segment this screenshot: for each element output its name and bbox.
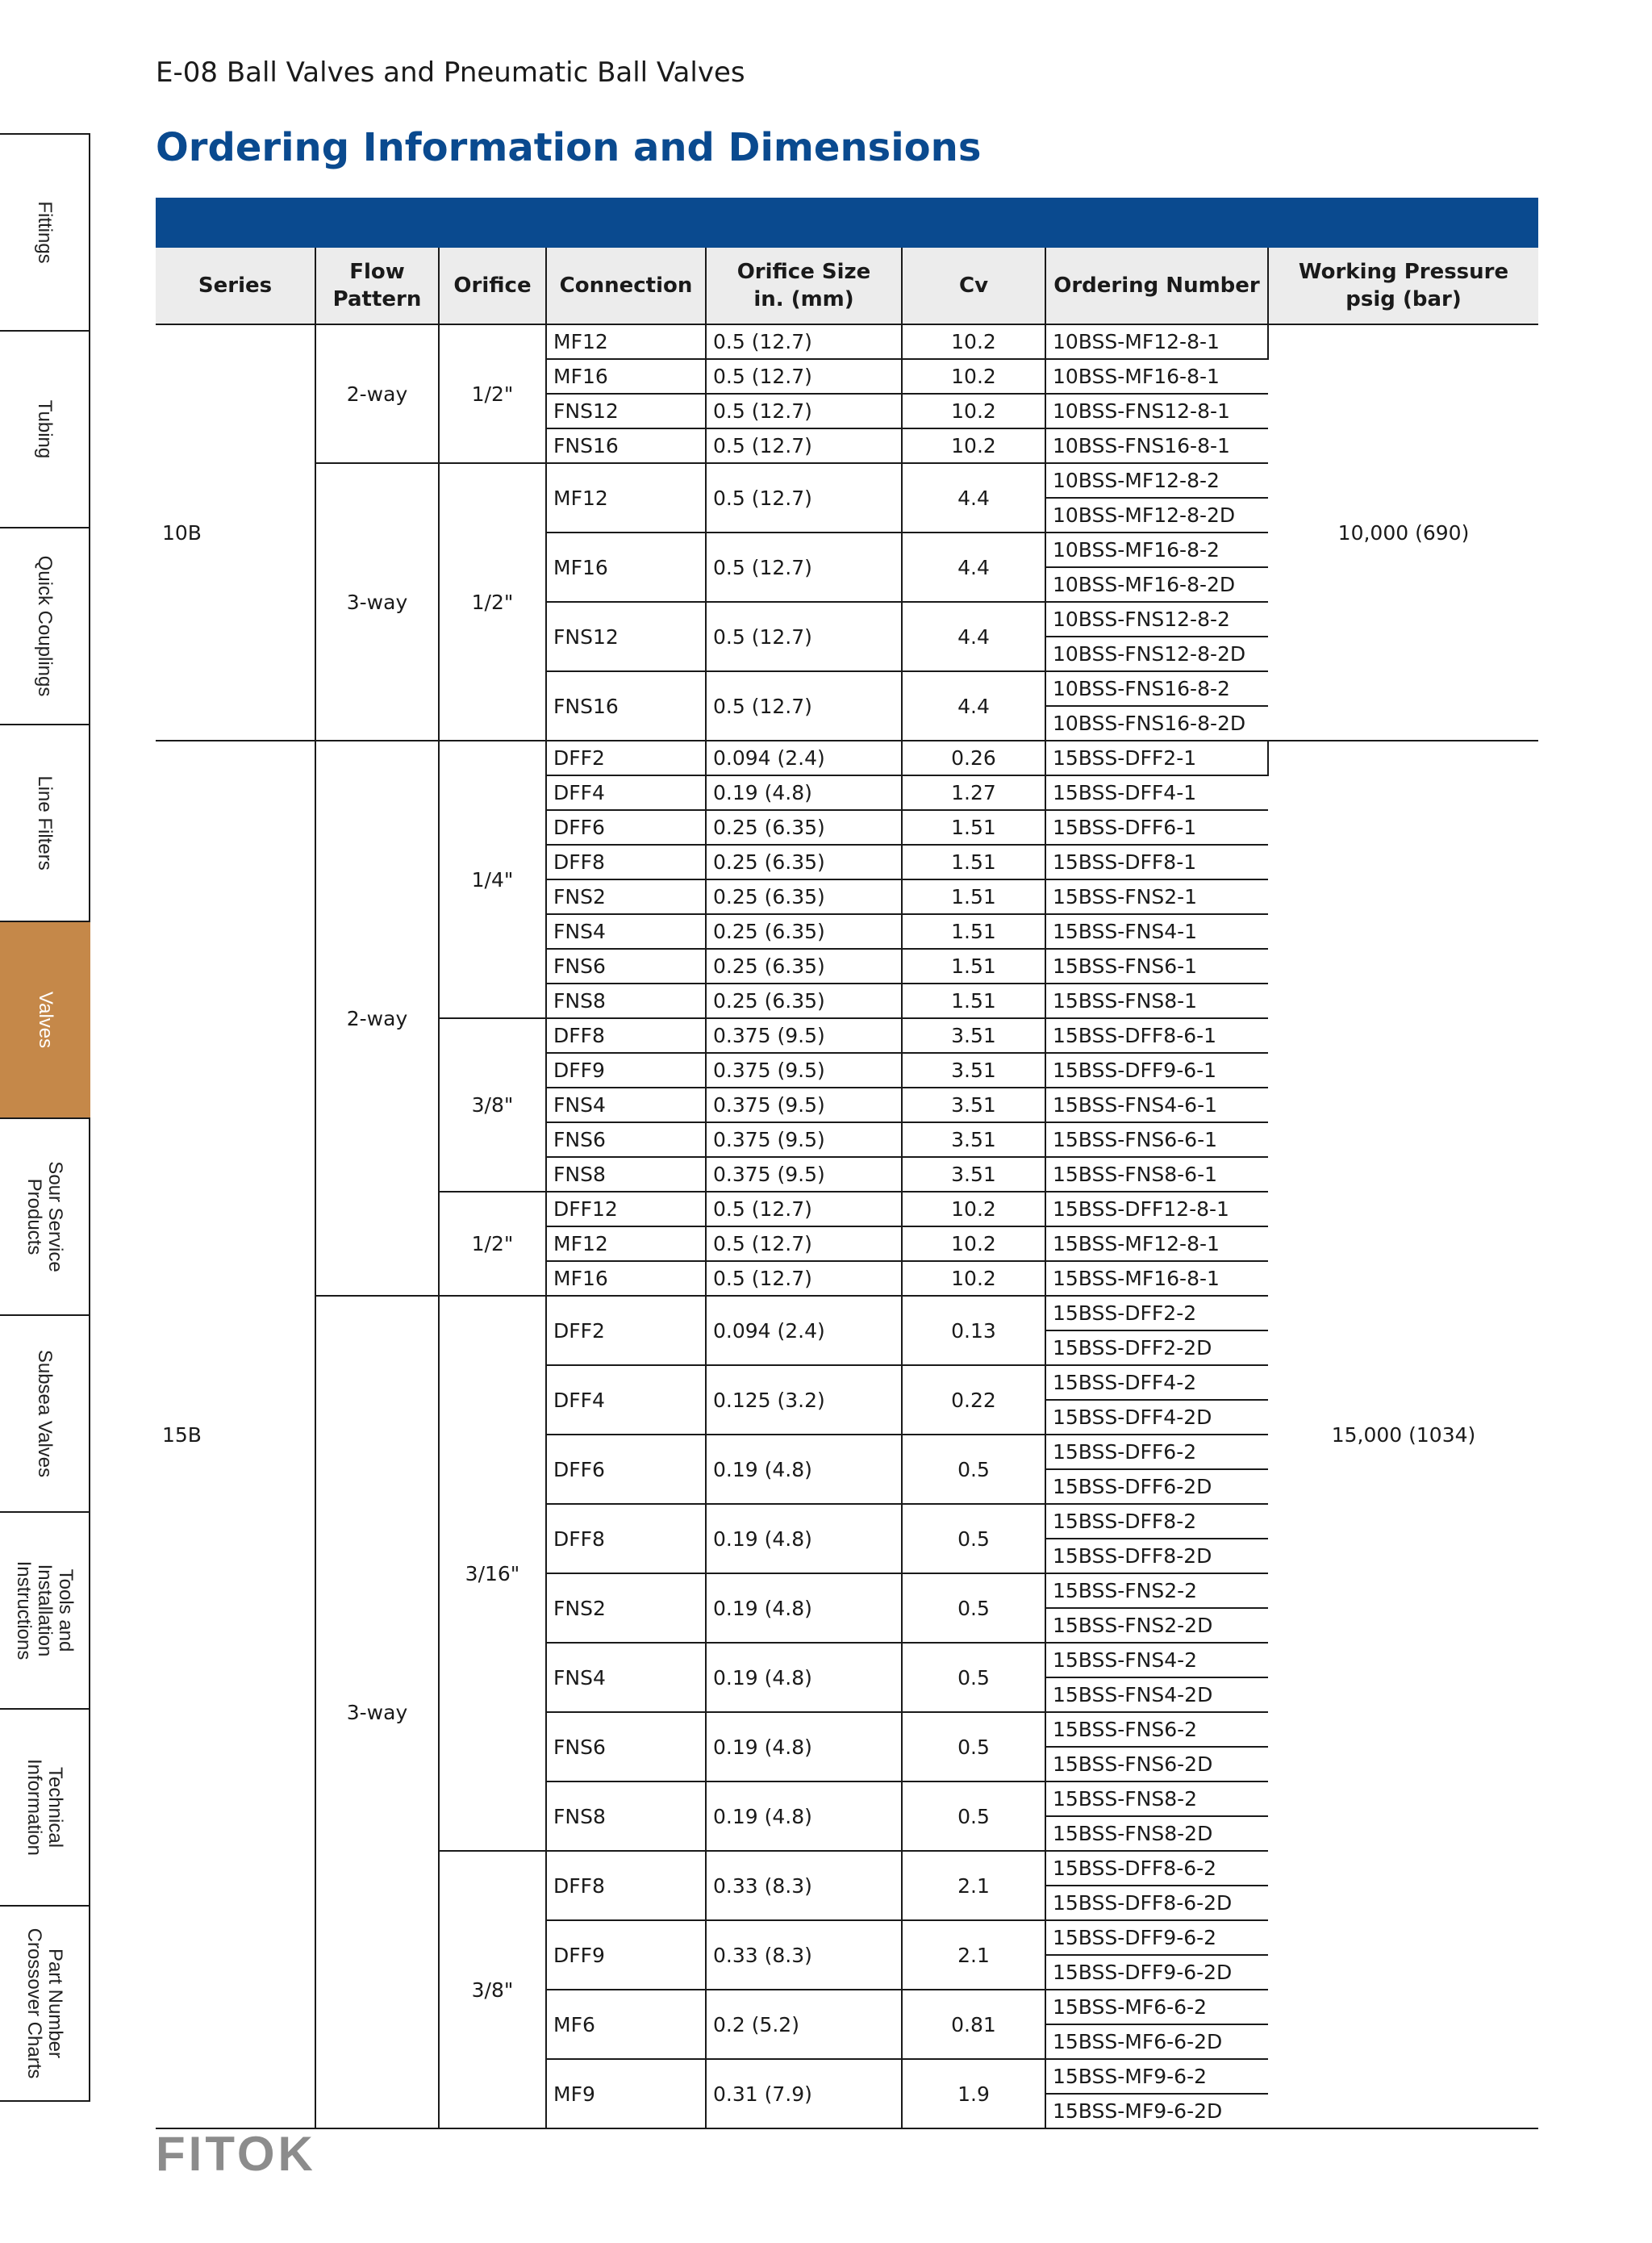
table-header-row: [156, 248, 1538, 324]
ordering-number-cell: 15BSS-DFF12-8-1: [1045, 1192, 1268, 1226]
column-header: Flow Pattern: [315, 248, 439, 324]
orifice-size-cell: 0.33 (8.3): [706, 1851, 902, 1920]
orifice-size-cell: 0.5 (12.7): [706, 324, 902, 359]
cv-cell: 1.51: [902, 984, 1045, 1018]
connection-cell: FNS16: [546, 428, 706, 463]
cv-cell: 0.5: [902, 1781, 1045, 1851]
working-pressure-cell: 10,000 (690): [1268, 324, 1538, 741]
connection-cell: MF12: [546, 463, 706, 533]
connection-cell: MF6: [546, 1990, 706, 2059]
side-tab-label: Subsea Valves: [34, 1349, 56, 1478]
connection-cell: FNS12: [546, 394, 706, 428]
cv-cell: 1.51: [902, 845, 1045, 879]
orifice-size-cell: 0.25 (6.35): [706, 810, 902, 845]
ordering-number-cell: 10BSS-FNS12-8-1: [1045, 394, 1268, 428]
ordering-number-cell: 15BSS-FNS8-1: [1045, 984, 1268, 1018]
ordering-number-cell: 15BSS-DFF4-2D: [1045, 1400, 1268, 1435]
column-header: Working Pressure psig (bar): [1268, 248, 1538, 324]
ordering-number-cell: 10BSS-FNS16-8-2D: [1045, 706, 1268, 741]
ordering-number-cell: 15BSS-MF6-6-2: [1045, 1990, 1268, 2024]
connection-cell: DFF2: [546, 741, 706, 775]
side-tab-quick-couplings[interactable]: [0, 527, 90, 724]
connection-cell: MF16: [546, 533, 706, 602]
cv-cell: 0.5: [902, 1504, 1045, 1573]
connection-cell: MF9: [546, 2059, 706, 2128]
cv-cell: 10.2: [902, 359, 1045, 394]
cv-cell: 0.13: [902, 1296, 1045, 1365]
side-tab-label: Fittings: [34, 201, 56, 264]
connection-cell: FNS8: [546, 1157, 706, 1192]
side-tab-sour-service-products[interactable]: [0, 1117, 90, 1314]
ordering-number-cell: 15BSS-MF9-6-2D: [1045, 2094, 1268, 2128]
orifice-cell: 1/4": [439, 741, 546, 1018]
ordering-number-cell: 15BSS-MF9-6-2: [1045, 2059, 1268, 2094]
table-title-band: [156, 198, 1538, 248]
cv-cell: 1.51: [902, 810, 1045, 845]
ordering-number-cell: 10BSS-MF12-8-2: [1045, 463, 1268, 498]
cv-cell: 3.51: [902, 1157, 1045, 1192]
ordering-number-cell: 15BSS-FNS4-6-1: [1045, 1088, 1268, 1122]
side-tab-tools-and-installation-instructions[interactable]: [0, 1511, 90, 1708]
ordering-number-cell: 10BSS-MF12-8-2D: [1045, 498, 1268, 533]
ordering-number-cell: 10BSS-MF12-8-1: [1045, 324, 1268, 359]
ordering-number-cell: 15BSS-FNS8-2: [1045, 1781, 1268, 1816]
orifice-size-cell: 0.19 (4.8): [706, 1504, 902, 1573]
cv-cell: 1.27: [902, 775, 1045, 810]
side-tab-label: Technical Information: [23, 1758, 66, 1857]
orifice-size-cell: 0.25 (6.35): [706, 984, 902, 1018]
ordering-table-container: [156, 198, 1538, 2129]
cv-cell: 4.4: [902, 533, 1045, 602]
cv-cell: 3.51: [902, 1122, 1045, 1157]
ordering-number-cell: 10BSS-MF16-8-1: [1045, 359, 1268, 394]
cv-cell: 3.51: [902, 1018, 1045, 1053]
ordering-number-cell: 10BSS-FNS12-8-2: [1045, 602, 1268, 637]
side-tab-valves[interactable]: [0, 921, 90, 1117]
connection-cell: FNS8: [546, 984, 706, 1018]
connection-cell: DFF4: [546, 1365, 706, 1435]
column-header: Ordering Number: [1045, 248, 1268, 324]
cv-cell: 0.26: [902, 741, 1045, 775]
orifice-size-cell: 0.375 (9.5): [706, 1053, 902, 1088]
ordering-number-cell: 15BSS-FNS6-1: [1045, 949, 1268, 984]
ordering-number-cell: 15BSS-FNS6-2D: [1045, 1747, 1268, 1781]
orifice-size-cell: 0.5 (12.7): [706, 602, 902, 671]
ordering-number-cell: 15BSS-FNS6-2: [1045, 1712, 1268, 1747]
connection-cell: DFF8: [546, 1851, 706, 1920]
cv-cell: 10.2: [902, 394, 1045, 428]
ordering-number-cell: 15BSS-FNS6-6-1: [1045, 1122, 1268, 1157]
ordering-number-cell: 15BSS-DFF8-6-1: [1045, 1018, 1268, 1053]
ordering-number-cell: 15BSS-MF6-6-2D: [1045, 2024, 1268, 2059]
cv-cell: 0.22: [902, 1365, 1045, 1435]
cv-cell: 4.4: [902, 602, 1045, 671]
ordering-number-cell: 15BSS-DFF2-2: [1045, 1296, 1268, 1330]
orifice-size-cell: 0.125 (3.2): [706, 1365, 902, 1435]
connection-cell: FNS2: [546, 879, 706, 914]
ordering-number-cell: 15BSS-DFF8-2: [1045, 1504, 1268, 1539]
orifice-size-cell: 0.25 (6.35): [706, 949, 902, 984]
connection-cell: MF12: [546, 1226, 706, 1261]
orifice-cell: 1/2": [439, 324, 546, 463]
connection-cell: FNS12: [546, 602, 706, 671]
connection-cell: MF12: [546, 324, 706, 359]
cv-cell: 4.4: [902, 671, 1045, 741]
cv-cell: 3.51: [902, 1053, 1045, 1088]
orifice-size-cell: 0.19 (4.8): [706, 1712, 902, 1781]
orifice-size-cell: 0.19 (4.8): [706, 1435, 902, 1504]
ordering-number-cell: 15BSS-DFF2-2D: [1045, 1330, 1268, 1365]
ordering-number-cell: 15BSS-DFF6-1: [1045, 810, 1268, 845]
working-pressure-cell: 15,000 (1034): [1268, 741, 1538, 2128]
ordering-number-cell: 15BSS-FNS8-6-1: [1045, 1157, 1268, 1192]
orifice-size-cell: 0.375 (9.5): [706, 1157, 902, 1192]
cv-cell: 1.51: [902, 879, 1045, 914]
ordering-number-cell: 15BSS-DFF4-1: [1045, 775, 1268, 810]
ordering-number-cell: 10BSS-FNS16-8-2: [1045, 671, 1268, 706]
side-tab-technical-information[interactable]: [0, 1708, 90, 1905]
orifice-cell: 1/2": [439, 1192, 546, 1296]
connection-cell: DFF2: [546, 1296, 706, 1365]
series-cell: 10B: [156, 324, 315, 741]
orifice-size-cell: 0.19 (4.8): [706, 1573, 902, 1643]
connection-cell: FNS6: [546, 1712, 706, 1781]
column-header: Orifice: [439, 248, 546, 324]
ordering-number-cell: 15BSS-DFF9-6-2D: [1045, 1955, 1268, 1990]
cv-cell: 1.9: [902, 2059, 1045, 2128]
orifice-size-cell: 0.094 (2.4): [706, 741, 902, 775]
connection-cell: DFF8: [546, 1018, 706, 1053]
orifice-size-cell: 0.31 (7.9): [706, 2059, 902, 2128]
side-tab-label: Tubing: [34, 399, 56, 459]
ordering-number-cell: 15BSS-FNS4-2: [1045, 1643, 1268, 1677]
ordering-table: [156, 248, 1538, 2129]
page-header: E-08 Ball Valves and Pneumatic Ball Valves: [156, 56, 745, 89]
ordering-number-cell: 15BSS-DFF9-6-2: [1045, 1920, 1268, 1955]
orifice-size-cell: 0.25 (6.35): [706, 879, 902, 914]
ordering-number-cell: 10BSS-MF16-8-2D: [1045, 567, 1268, 602]
connection-cell: FNS4: [546, 914, 706, 949]
orifice-size-cell: 0.094 (2.4): [706, 1296, 902, 1365]
orifice-size-cell: 0.375 (9.5): [706, 1018, 902, 1053]
table-row: [156, 324, 1538, 359]
orifice-cell: 3/16": [439, 1296, 546, 1851]
cv-cell: 10.2: [902, 1192, 1045, 1226]
ordering-number-cell: 15BSS-FNS8-2D: [1045, 1816, 1268, 1851]
ordering-number-cell: 15BSS-DFF8-6-2: [1045, 1851, 1268, 1886]
orifice-size-cell: 0.5 (12.7): [706, 463, 902, 533]
column-header: Cv: [902, 248, 1045, 324]
cv-cell: 10.2: [902, 1226, 1045, 1261]
orifice-size-cell: 0.5 (12.7): [706, 359, 902, 394]
orifice-size-cell: 0.33 (8.3): [706, 1920, 902, 1990]
orifice-size-cell: 0.5 (12.7): [706, 1192, 902, 1226]
cv-cell: 0.5: [902, 1712, 1045, 1781]
orifice-size-cell: 0.25 (6.35): [706, 914, 902, 949]
column-header: Series: [156, 248, 315, 324]
orifice-size-cell: 0.375 (9.5): [706, 1088, 902, 1122]
connection-cell: FNS6: [546, 1122, 706, 1157]
connection-cell: DFF12: [546, 1192, 706, 1226]
connection-cell: FNS16: [546, 671, 706, 741]
ordering-number-cell: 15BSS-FNS2-2D: [1045, 1608, 1268, 1643]
side-tab-tubing[interactable]: [0, 330, 90, 527]
connection-cell: FNS2: [546, 1573, 706, 1643]
ordering-number-cell: 15BSS-FNS2-2: [1045, 1573, 1268, 1608]
orifice-size-cell: 0.19 (4.8): [706, 1643, 902, 1712]
flow-pattern-cell: 3-way: [315, 463, 439, 741]
side-tab-label: Line Filters: [34, 775, 56, 871]
ordering-number-cell: 15BSS-MF12-8-1: [1045, 1226, 1268, 1261]
ordering-number-cell: 15BSS-DFF4-2: [1045, 1365, 1268, 1400]
orifice-size-cell: 0.19 (4.8): [706, 775, 902, 810]
orifice-size-cell: 0.5 (12.7): [706, 533, 902, 602]
orifice-cell: 1/2": [439, 463, 546, 741]
cv-cell: 2.1: [902, 1851, 1045, 1920]
cv-cell: 0.5: [902, 1573, 1045, 1643]
orifice-size-cell: 0.375 (9.5): [706, 1122, 902, 1157]
connection-cell: DFF4: [546, 775, 706, 810]
ordering-number-cell: 15BSS-FNS4-2D: [1045, 1677, 1268, 1712]
flow-pattern-cell: 3-way: [315, 1296, 439, 2128]
orifice-size-cell: 0.5 (12.7): [706, 1261, 902, 1296]
cv-cell: 1.51: [902, 949, 1045, 984]
cv-cell: 0.5: [902, 1643, 1045, 1712]
ordering-number-cell: 15BSS-FNS2-1: [1045, 879, 1268, 914]
side-tab-label: Valves: [35, 991, 56, 1049]
ordering-number-cell: 15BSS-FNS4-1: [1045, 914, 1268, 949]
cv-cell: 0.5: [902, 1435, 1045, 1504]
fitok-logo: FITOK: [156, 2127, 316, 2181]
cv-cell: 3.51: [902, 1088, 1045, 1122]
orifice-size-cell: 0.5 (12.7): [706, 1226, 902, 1261]
table-row: [156, 741, 1538, 775]
orifice-size-cell: 0.5 (12.7): [706, 428, 902, 463]
orifice-cell: 3/8": [439, 1851, 546, 2128]
flow-pattern-cell: 2-way: [315, 324, 439, 463]
side-tab-label: Quick Couplings: [34, 555, 56, 697]
ordering-number-cell: 15BSS-DFF9-6-1: [1045, 1053, 1268, 1088]
flow-pattern-cell: 2-way: [315, 741, 439, 1296]
ordering-number-cell: 15BSS-DFF8-2D: [1045, 1539, 1268, 1573]
orifice-size-cell: 0.2 (5.2): [706, 1990, 902, 2059]
cv-cell: 0.81: [902, 1990, 1045, 2059]
orifice-size-cell: 0.5 (12.7): [706, 671, 902, 741]
ordering-number-cell: 10BSS-MF16-8-2: [1045, 533, 1268, 567]
ordering-number-cell: 15BSS-DFF2-1: [1045, 741, 1268, 775]
orifice-size-cell: 0.5 (12.7): [706, 394, 902, 428]
orifice-cell: 3/8": [439, 1018, 546, 1192]
ordering-number-cell: 15BSS-DFF6-2: [1045, 1435, 1268, 1469]
column-header: Orifice Size in. (mm): [706, 248, 902, 324]
connection-cell: FNS6: [546, 949, 706, 984]
connection-cell: FNS8: [546, 1781, 706, 1851]
cv-cell: 4.4: [902, 463, 1045, 533]
side-tab-label: Tools and Installation Instructions: [13, 1560, 77, 1660]
cv-cell: 2.1: [902, 1920, 1045, 1990]
side-tab-label: Sour Service Products: [23, 1161, 66, 1272]
connection-cell: MF16: [546, 359, 706, 394]
ordering-number-cell: 15BSS-DFF6-2D: [1045, 1469, 1268, 1504]
connection-cell: DFF8: [546, 1504, 706, 1573]
series-cell: 15B: [156, 741, 315, 2128]
side-tab-label: Part Number Crossover Charts: [23, 1928, 66, 2079]
connection-cell: DFF6: [546, 810, 706, 845]
orifice-size-cell: 0.25 (6.35): [706, 845, 902, 879]
cv-cell: 10.2: [902, 324, 1045, 359]
connection-cell: MF16: [546, 1261, 706, 1296]
cv-cell: 10.2: [902, 1261, 1045, 1296]
side-tab-line-filters[interactable]: [0, 724, 90, 921]
side-tab-subsea-valves[interactable]: [0, 1314, 90, 1511]
ordering-number-cell: 10BSS-FNS12-8-2D: [1045, 637, 1268, 671]
ordering-number-cell: 10BSS-FNS16-8-1: [1045, 428, 1268, 463]
side-tab-part-number-crossover-charts[interactable]: [0, 1905, 90, 2102]
column-header: Connection: [546, 248, 706, 324]
orifice-size-cell: 0.19 (4.8): [706, 1781, 902, 1851]
connection-cell: DFF8: [546, 845, 706, 879]
cv-cell: 10.2: [902, 428, 1045, 463]
page-title: Ordering Information and Dimensions: [156, 125, 982, 170]
connection-cell: DFF9: [546, 1053, 706, 1088]
connection-cell: FNS4: [546, 1088, 706, 1122]
connection-cell: DFF6: [546, 1435, 706, 1504]
connection-cell: FNS4: [546, 1643, 706, 1712]
connection-cell: DFF9: [546, 1920, 706, 1990]
ordering-number-cell: 15BSS-DFF8-6-2D: [1045, 1886, 1268, 1920]
cv-cell: 1.51: [902, 914, 1045, 949]
ordering-number-cell: 15BSS-MF16-8-1: [1045, 1261, 1268, 1296]
ordering-number-cell: 15BSS-DFF8-1: [1045, 845, 1268, 879]
side-tab-fittings[interactable]: [0, 133, 90, 330]
